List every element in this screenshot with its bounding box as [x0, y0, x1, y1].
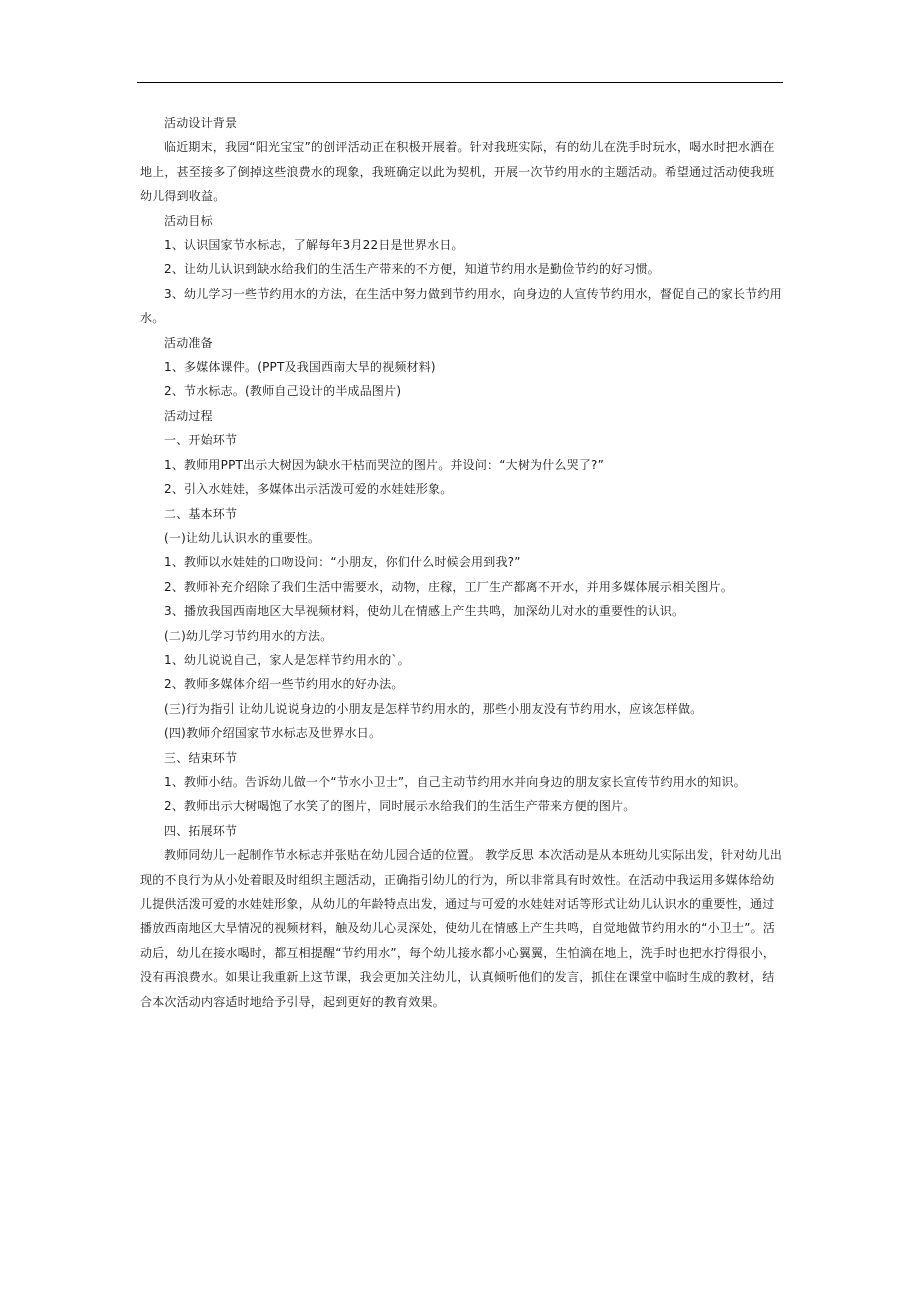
process-stage-1: 一、开始环节 — [164, 433, 238, 448]
process-substage-4: (四)教师介绍国家节水标志及世界水日。 — [164, 726, 382, 741]
section-heading-process: 活动过程 — [164, 408, 213, 423]
process-stage-3: 三、结束环节 — [164, 750, 238, 765]
document-body — [140, 111, 785, 1014]
preparation-item-1: 1、多媒体课件。(PPT及我国西南大旱的视频材料) — [164, 360, 436, 375]
process-substage-2-item-2: 2、教师多媒体介绍一些节约用水的好办法。 — [164, 677, 404, 692]
process-substage-2: (二)幼儿学习节约用水的方法。 — [164, 628, 333, 643]
section-heading-preparation: 活动准备 — [164, 335, 213, 350]
process-substage-1-item-3: 3、播放我国西南地区大旱视频材料，使幼儿在情感上产生共鸣，加深幼儿对水的重要性的认识。 — [164, 604, 685, 619]
paragraph-reflection: 教师同幼儿一起制作节水标志并张贴在幼儿园合适的位置。 教学反思 本次活动是从本班幼儿实际出发，针对幼儿出现的不良行为从小处着眼及时组织主题活动，正确指引幼儿的行为，所以非常具有时效性。在活动中我运用多媒体给幼儿提供活泼可爱的水娃娃形象，从幼儿的年龄特点出发，通过与可爱的水娃娃对话等形式让幼儿认识水的重要性，通过播放西南地区大旱情况的视频材料，触及幼儿心灵深处，使幼儿在情感上产生共鸣，自觉地做节约用水的“小卫士”。活动后，幼儿在接水喝时，都互相提醒“节约用水”，每个幼儿接水都小心翼翼，生怕滴在地上，洗手时也把水拧得很小，没有再浪费水。如果让我重新上这节课，我会更加关注幼儿，认真倾听他们的发言，抓住在课堂中临时生成的教材，结合本次活动内容适时地给予引导，起到更好的教育效果。 — [140, 848, 783, 1009]
process-substage-1: (一)让幼儿认识水的重要性。 — [164, 530, 321, 545]
goal-item-1: 1、认识国家节水标志，了解每年3月22日是世界水日。 — [164, 238, 464, 253]
section-heading-goals: 活动目标 — [164, 213, 213, 228]
paragraph-background: 临近期末，我园“阳光宝宝”的创评活动正在积极开展着。针对我班实际，有的幼儿在洗手时玩水，喝水时把水洒在地上，甚至接多了倒掉这些浪费水的现象，我班确定以此为契机，开展一次节约用水的主题活动。希望通过活动使我班幼儿得到收益。 — [140, 140, 775, 204]
process-stage-1-item-1: 1、教师用PPT出示大树因为缺水干枯而哭泣的图片。并设问：“大树为什么哭了?” — [164, 457, 605, 472]
section-heading-background: 活动设计背景 — [164, 116, 238, 130]
process-substage-3: (三)行为指引 让幼儿说说身边的小朋友是怎样节约用水的，那些小朋友没有节约用水，应该怎样做。 — [164, 701, 703, 716]
preparation-item-2: 2、节水标志。(教师自己设计的半成品图片) — [164, 384, 402, 399]
process-stage-3-item-2: 2、教师出示大树喝饱了水笑了的图片，同时展示水给我们的生活生产带来方便的图片。 — [164, 799, 636, 814]
goal-item-2: 2、让幼儿认识到缺水给我们的生活生产带来的不方便，知道节约用水是勤俭节约的好习惯。 — [164, 262, 660, 277]
process-stage-2: 二、基本环节 — [164, 506, 238, 521]
process-stage-4: 四、拓展环节 — [164, 823, 238, 838]
goal-item-3: 3、幼儿学习一些节约用水的方法，在生活中努力做到节约用水，向身边的人宣传节约用水，督促自己的家长节约用水。 — [140, 286, 782, 326]
process-stage-1-item-2: 2、引入水娃娃，多媒体出示活泼可爱的水娃娃形象。 — [164, 482, 453, 497]
process-substage-1-item-2: 2、教师补充介绍除了我们生活中需要水，动物，庄稼，工厂生产都离不开水，并用多媒体展示相关图片。 — [164, 579, 734, 594]
process-stage-3-item-1: 1、教师小结。告诉幼儿做一个“节水小卫士”，自己主动节约用水并向身边的朋友家长宣传节约用水的知识。 — [164, 774, 746, 789]
process-substage-2-item-1: 1、幼儿说说自己，家人是怎样节约用水的`。 — [164, 652, 410, 667]
header-rule — [137, 82, 783, 83]
process-substage-1-item-1: 1、教师以水娃娃的口吻设问：“小朋友，你们什么时候会用到我?” — [164, 555, 521, 570]
